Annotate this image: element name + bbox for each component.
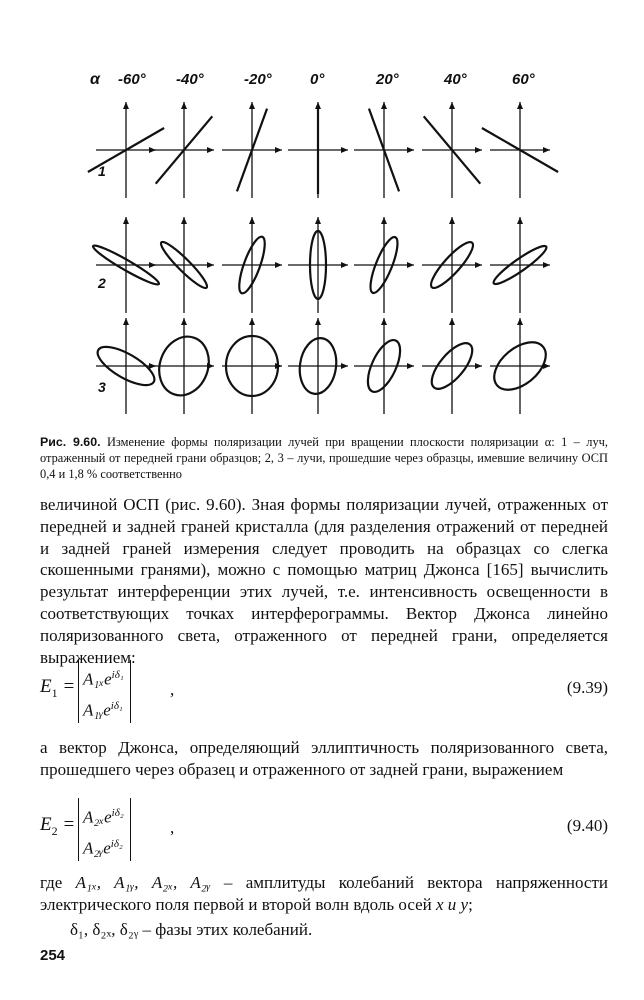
axis-y-arrow	[315, 318, 321, 325]
axis-x-arrow	[275, 262, 282, 268]
row-label: 1	[98, 163, 106, 179]
axis-x-arrow	[543, 262, 550, 268]
alpha-label: α	[90, 71, 100, 88]
axis-y-arrow	[181, 217, 187, 224]
axis-x-arrow	[543, 147, 550, 153]
paragraph-4: δ₁, δ₂ₓ, δ₂ᵧ – фазы этих колебаний.	[70, 920, 313, 939]
eq1-matrix: A₁ₓe$^{i\delta_1}$ A₁ᵧe$^{i\delta_1}$	[78, 660, 131, 723]
axes-vars: x и y	[435, 894, 469, 914]
axis-y-arrow	[517, 318, 523, 325]
axis-x-arrow	[341, 363, 348, 369]
equation-9-39	[40, 658, 608, 718]
amplitude-vars: A₁ₓ, A₁ᵧ, A₂ₓ, A₂ᵧ	[75, 873, 211, 892]
axis-y-arrow	[381, 318, 387, 325]
figure-caption	[40, 434, 608, 483]
paragraph-2: а вектор Джонса, определяющий эллиптичность поляризованного света, прошедшего через образец и отраженного от задней грани, выражением	[40, 738, 608, 779]
axis-y-arrow	[249, 217, 255, 224]
axis-y-arrow	[123, 318, 129, 325]
axis-y-arrow	[123, 102, 129, 109]
axis-y-arrow	[249, 318, 255, 325]
axis-x-arrow	[207, 262, 214, 268]
eq2-number: (9.40)	[566, 816, 608, 835]
row-label: 2	[98, 275, 106, 291]
caption-text: Изменение формы поляризации лучей при вращении плоскости поляризации α: 1 – луч, отраженный от передней грани образцов; 2, 3 – лучи, прошедшие через образцы, имевшие величину ОСП 0,4 и 1,8 % соответственно	[40, 435, 608, 482]
axis-x-arrow	[341, 262, 348, 268]
axis-y-arrow	[449, 217, 455, 224]
axis-y-arrow	[381, 102, 387, 109]
axis-y-arrow	[517, 102, 523, 109]
paragraph-3: где A₁ₓ, A₁ᵧ, A₂ₓ, A₂ᵧ – амплитуды колебаний вектора напряженности электрического поля первой и второй волн вдоль осей x и y;	[40, 873, 608, 914]
page-number: 254	[40, 947, 66, 964]
axis-y-arrow	[381, 217, 387, 224]
caption-label: Рис. 9.60.	[40, 435, 101, 449]
eq2-comma: ,	[170, 818, 175, 837]
axis-x-arrow	[275, 147, 282, 153]
axis-x-arrow	[341, 147, 348, 153]
axis-y-arrow	[181, 102, 187, 109]
eq1-lhs: $E_1$ =	[40, 676, 76, 700]
axis-x-arrow	[407, 363, 414, 369]
axis-y-arrow	[517, 217, 523, 224]
paragraph-1: величиной ОСП (рис. 9.60). Зная формы поляризации лучей, отраженных от передней и задней граней кристалла (для разделения отражений от передней и задней граней измерения следует проводить на образцах со слегка скошенными гранями), можно с помощью матриц Джонса [165] вычислить результат интерференции этих лучей, т.е. интенсивность освещенности в соответствующих точках интерферограммы. Вектор Джонса линейно поляризованного света, отраженного от передней грани, определяется выражением:	[40, 495, 608, 667]
angle-label: -20°	[244, 71, 272, 88]
eq1-number: (9.39)	[566, 678, 608, 697]
row-label: 3	[98, 379, 106, 395]
axis-x-arrow	[475, 363, 482, 369]
eq2-matrix: A₂ₓe$^{i\delta_2}$ A₂ᵧe$^{i\delta_2}$	[78, 798, 131, 861]
axis-y-arrow	[181, 318, 187, 325]
angle-label: 60°	[512, 71, 535, 88]
angle-label: -40°	[176, 71, 204, 88]
axis-x-arrow	[475, 147, 482, 153]
angle-label: -60°	[118, 71, 146, 88]
axis-y-arrow	[449, 102, 455, 109]
axis-y-arrow	[123, 217, 129, 224]
angle-label: 0°	[310, 71, 325, 88]
axis-y-arrow	[249, 102, 255, 109]
angle-label: 40°	[444, 71, 467, 88]
axis-x-arrow	[475, 262, 482, 268]
axis-x-arrow	[407, 262, 414, 268]
axis-x-arrow	[407, 147, 414, 153]
polarization-figure	[0, 0, 644, 430]
eq1-comma: ,	[170, 680, 175, 699]
axis-y-arrow	[449, 318, 455, 325]
equation-9-40	[40, 796, 608, 856]
angle-label: 20°	[376, 71, 399, 88]
axis-x-arrow	[207, 147, 214, 153]
axis-y-arrow	[315, 217, 321, 224]
eq2-lhs: $E_2$ =	[40, 814, 76, 838]
